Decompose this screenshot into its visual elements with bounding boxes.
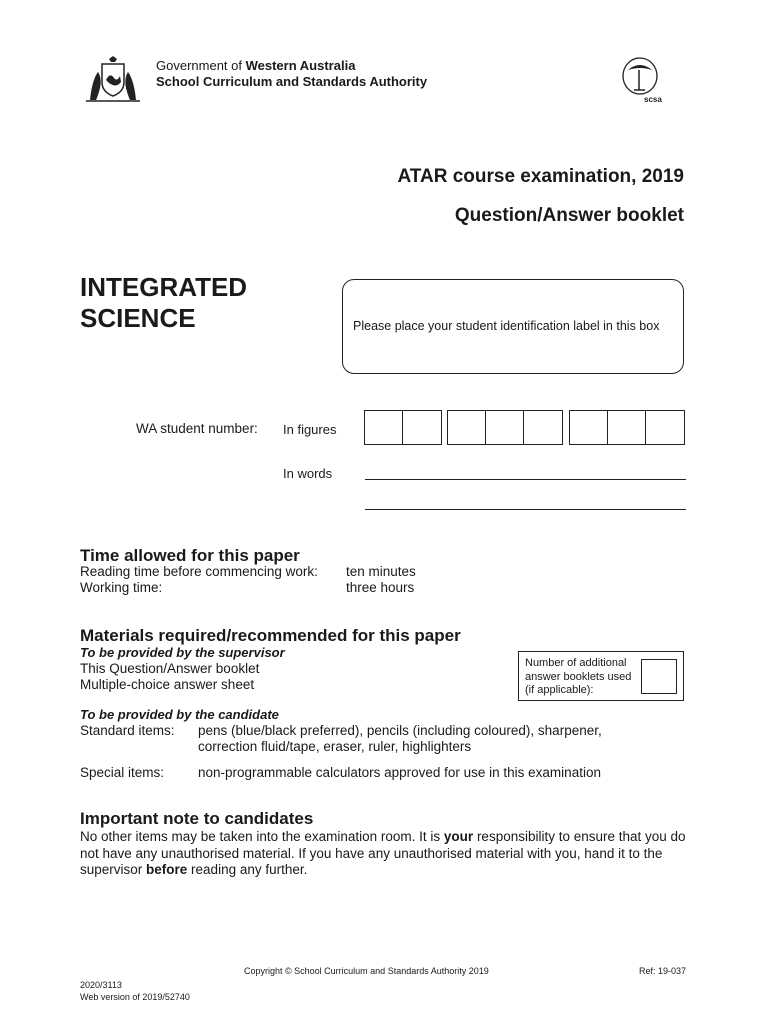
standard-items-line-2: correction fluid/tape, eraser, ruler, highlighters [198, 739, 472, 754]
exam-title: ATAR course examination, 2019 [397, 166, 684, 187]
student-number-digit-box[interactable] [365, 411, 403, 444]
in-figures-label: In figures [283, 422, 337, 437]
copyright: Copyright © School Curriculum and Standards Authority 2019 [244, 966, 489, 976]
student-number-digit-box[interactable] [403, 411, 441, 444]
scsa-logo-icon [620, 56, 662, 104]
in-words-label: In words [283, 466, 333, 481]
additional-booklets-box [518, 651, 684, 701]
booklet-title: Question/Answer booklet [454, 205, 684, 226]
student-number-digit-box[interactable] [646, 411, 684, 444]
note-heading: Important note to candidates [80, 809, 314, 828]
web-version: Web version of 2019/52740 [80, 992, 190, 1002]
student-number-digit-box[interactable] [570, 411, 608, 444]
working-time-label: Working time: [80, 580, 163, 595]
working-time-value: three hours [346, 580, 415, 595]
standard-items-label: Standard items: [80, 723, 175, 738]
scsa-logo-text: scsa [644, 95, 662, 104]
label-box-text: Please place your student identification label in this box [353, 319, 660, 333]
materials-heading: Materials required/recommended for this paper [80, 626, 461, 645]
subject-line-2: SCIENCE [80, 303, 196, 333]
reference-number: Ref: 19-037 [638, 966, 686, 976]
note-body: No other items may be taken into the examination room. It is your responsibility to ensure that you do not have any unauthorised material. If you have any unauthorised material with you, hand it to the supervisor before reading any further. [80, 829, 686, 877]
student-number-digit-box[interactable] [608, 411, 646, 444]
additional-booklets-input[interactable] [641, 659, 677, 694]
government-line: Government of Western Australia [156, 58, 356, 73]
special-items-label: Special items: [80, 765, 165, 780]
supervisor-item: Multiple-choice answer sheet [80, 677, 255, 692]
student-number-group-3 [569, 410, 685, 445]
reading-time-value: ten minutes [346, 564, 416, 579]
supervisor-heading: To be provided by the supervisor [80, 645, 285, 660]
student-number-digit-box[interactable] [486, 411, 524, 444]
candidate-heading: To be provided by the candidate [80, 707, 279, 722]
wa-student-number-label: WA student number: [136, 421, 258, 436]
student-label-box [342, 279, 684, 374]
supervisor-item: This Question/Answer booklet [80, 661, 260, 676]
student-number-group-2 [447, 410, 563, 445]
subject-line-1: INTEGRATED [80, 272, 248, 302]
student-number-group-1 [364, 410, 442, 445]
additional-booklets-label: Number of additional answer booklets used (if applicable): [525, 657, 632, 696]
in-words-line-2[interactable] [365, 509, 686, 510]
authority-name: School Curriculum and Standards Authority [156, 74, 428, 89]
student-number-digit-box[interactable] [448, 411, 486, 444]
document-code: 2020/3113 [80, 980, 122, 990]
subject-title [80, 272, 247, 334]
reading-time-label: Reading time before commencing work: [80, 564, 318, 579]
student-number-digit-box[interactable] [524, 411, 562, 444]
wa-coat-of-arms-icon [80, 52, 146, 104]
in-words-line-1[interactable] [365, 479, 686, 480]
time-heading: Time allowed for this paper [80, 546, 300, 565]
standard-items-line-1: pens (blue/black preferred), pencils (including coloured), sharpener, [198, 723, 602, 738]
special-items-value: non-programmable calculators approved for use in this examination [198, 765, 601, 780]
